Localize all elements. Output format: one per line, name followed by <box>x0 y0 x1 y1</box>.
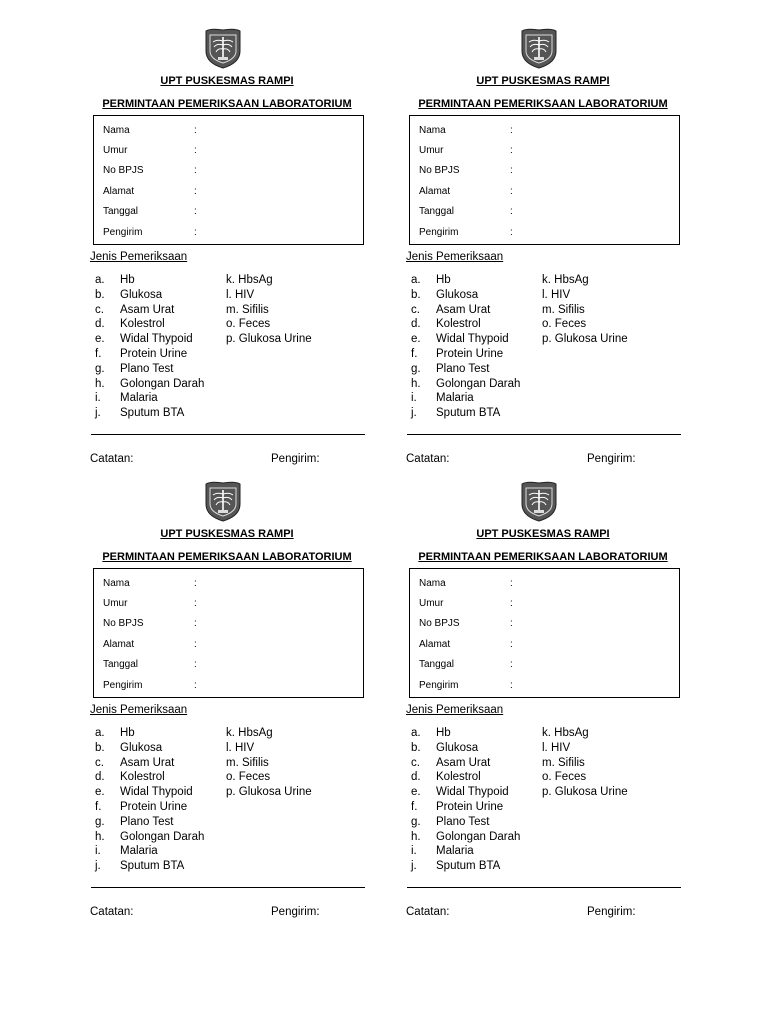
exam-name: Glukosa <box>120 288 163 301</box>
exam-name: Plano Test <box>436 362 490 375</box>
exam-list-item: m. Sifilis <box>542 303 585 316</box>
patient-field-colon: : <box>510 578 513 589</box>
patient-field-row <box>419 638 513 652</box>
patient-field-colon: : <box>194 227 197 238</box>
form-subtitle: PERMINTAAN PEMERIKSAAN LABORATORIUM <box>418 551 668 563</box>
exam-letter: g. <box>411 815 421 828</box>
patient-field-colon: : <box>510 659 513 670</box>
patient-field-colon: : <box>194 125 197 136</box>
patient-field-colon: : <box>194 145 197 156</box>
exam-name: Asam Urat <box>436 756 491 769</box>
patient-field-label: Pengirim <box>419 227 459 238</box>
patient-field-label: Tanggal <box>103 659 139 670</box>
patient-field-row <box>103 679 197 693</box>
exam-list-item: o. Feces <box>226 318 271 331</box>
exam-name: Glukosa <box>436 288 479 301</box>
exam-name: Sputum BTA <box>436 860 501 873</box>
exam-list-item: o. Feces <box>542 318 587 331</box>
exam-letter: g. <box>95 362 105 375</box>
exam-type-heading: Jenis Pemeriksaan <box>90 251 188 263</box>
exam-name: Sputum BTA <box>436 407 501 420</box>
exam-letter: j. <box>95 407 101 420</box>
exam-name: Plano Test <box>436 815 490 828</box>
patient-field-colon: : <box>510 145 513 156</box>
patient-field-row <box>103 638 197 652</box>
exam-letter: i. <box>95 392 101 405</box>
coat-of-arms-icon <box>203 480 243 522</box>
patient-info-box <box>409 115 680 245</box>
patient-field-label: Alamat <box>103 186 135 197</box>
divider-line <box>407 887 681 888</box>
exam-list-item: l. HIV <box>226 288 255 301</box>
exam-letter: i. <box>411 392 417 405</box>
exam-name: Hb <box>120 274 135 286</box>
exam-list-item: m. Sifilis <box>542 756 585 769</box>
form-title: UPT PUSKESMAS RAMPI <box>160 528 294 540</box>
exam-letter: c. <box>411 303 420 316</box>
patient-field-label: Nama <box>103 578 130 589</box>
patient-field-label: Alamat <box>103 639 135 650</box>
exam-letter: f. <box>411 348 418 360</box>
exam-name: Asam Urat <box>436 303 491 316</box>
exam-name: Widal Thypoid <box>120 333 193 346</box>
exam-letter: g. <box>95 815 105 828</box>
form-subtitle: PERMINTAAN PEMERIKSAAN LABORATORIUM <box>102 551 352 563</box>
exam-name: Glukosa <box>120 741 163 754</box>
exam-name: Widal Thypoid <box>436 333 509 346</box>
exam-letter: j. <box>411 407 417 420</box>
patient-field-label: Tanggal <box>419 659 455 670</box>
exam-list-item: o. Feces <box>226 771 271 784</box>
patient-field-row <box>103 226 197 240</box>
exam-letter: e. <box>95 786 105 799</box>
patient-field-label: Alamat <box>419 186 451 197</box>
patient-field-colon: : <box>510 618 513 629</box>
exam-name: Hb <box>120 727 135 739</box>
form-title: UPT PUSKESMAS RAMPI <box>476 75 610 87</box>
exam-letter: c. <box>95 303 104 316</box>
patient-field-label: No BPJS <box>419 618 460 629</box>
patient-info-box <box>409 568 680 698</box>
exam-name: Malaria <box>436 392 474 405</box>
patient-field-row <box>419 597 513 611</box>
form-title: UPT PUSKESMAS RAMPI <box>476 528 610 540</box>
patient-field-row <box>103 577 197 591</box>
exam-letter: h. <box>411 830 421 843</box>
divider-line <box>407 434 681 435</box>
patient-field-label: Nama <box>419 578 446 589</box>
patient-field-row <box>103 144 197 158</box>
exam-name: Golongan Darah <box>120 830 205 843</box>
exam-name: Malaria <box>120 845 158 858</box>
exam-name: Asam Urat <box>120 756 175 769</box>
exam-name: Sputum BTA <box>120 860 185 873</box>
patient-field-colon: : <box>510 186 513 197</box>
exam-name: Kolestrol <box>436 771 481 784</box>
exam-list-item: k. HbsAg <box>542 274 589 286</box>
exam-name: Malaria <box>436 845 474 858</box>
exam-letter: a. <box>95 727 105 739</box>
patient-field-colon: : <box>194 165 197 176</box>
exam-name: Protein Urine <box>436 348 504 360</box>
exam-list-item: k. HbsAg <box>542 727 589 739</box>
exam-name: Kolestrol <box>120 318 165 331</box>
divider-line <box>91 434 365 435</box>
exam-letter: a. <box>411 727 421 739</box>
patient-field-row <box>419 577 513 591</box>
notes-label: Catatan: <box>406 906 450 918</box>
patient-field-row <box>419 124 513 138</box>
patient-field-label: Nama <box>419 125 446 136</box>
exam-letter: j. <box>411 860 417 873</box>
exam-type-heading: Jenis Pemeriksaan <box>90 704 188 716</box>
exam-list-item: k. HbsAg <box>226 274 273 286</box>
patient-field-row <box>103 658 197 672</box>
exam-letter: i. <box>95 845 101 858</box>
notes-label: Catatan: <box>90 906 134 918</box>
exam-name: Golongan Darah <box>436 830 521 843</box>
patient-field-row <box>419 144 513 158</box>
exam-list-item: l. HIV <box>542 741 571 754</box>
patient-field-colon: : <box>510 639 513 650</box>
exam-letter: j. <box>95 860 101 873</box>
patient-field-row <box>103 205 197 219</box>
patient-field-row <box>419 164 513 178</box>
coat-of-arms-icon <box>519 480 559 522</box>
exam-list-item: m. Sifilis <box>226 756 269 769</box>
exam-letter: e. <box>95 333 105 346</box>
exam-letter: h. <box>95 830 105 843</box>
exam-letter: e. <box>411 333 421 346</box>
lab-request-form <box>92 480 392 920</box>
exam-letter: b. <box>95 288 105 301</box>
exam-name: Protein Urine <box>120 348 188 360</box>
patient-field-label: Umur <box>419 145 444 156</box>
patient-field-colon: : <box>194 578 197 589</box>
sender-signature-label: Pengirim: <box>587 906 636 918</box>
exam-name: Hb <box>436 274 451 286</box>
lab-request-form <box>92 27 392 467</box>
patient-field-colon: : <box>194 618 197 629</box>
exam-letter: i. <box>411 845 417 858</box>
exam-letter: d. <box>411 771 421 784</box>
patient-field-colon: : <box>510 680 513 691</box>
patient-field-label: Pengirim <box>103 227 143 238</box>
exam-letter: d. <box>95 771 105 784</box>
sender-signature-label: Pengirim: <box>587 453 636 465</box>
exam-letter: d. <box>95 318 105 331</box>
exam-letter: a. <box>411 274 421 286</box>
exam-name: Kolestrol <box>436 318 481 331</box>
patient-field-colon: : <box>194 680 197 691</box>
divider-line <box>91 887 365 888</box>
exam-name: Sputum BTA <box>120 407 185 420</box>
exam-name: Plano Test <box>120 362 174 375</box>
exam-name: Kolestrol <box>120 771 165 784</box>
exam-letter: f. <box>411 801 418 813</box>
patient-field-label: Umur <box>103 598 128 609</box>
exam-letter: f. <box>95 348 102 360</box>
sender-signature-label: Pengirim: <box>271 906 320 918</box>
patient-field-colon: : <box>194 206 197 217</box>
patient-field-row <box>419 205 513 219</box>
exam-name: Hb <box>436 727 451 739</box>
exam-letter: b. <box>411 741 421 754</box>
exam-type-heading: Jenis Pemeriksaan <box>406 704 504 716</box>
exam-name: Malaria <box>120 392 158 405</box>
exam-letter: b. <box>95 741 105 754</box>
patient-field-colon: : <box>194 659 197 670</box>
exam-list-item: o. Feces <box>542 771 587 784</box>
exam-type-heading: Jenis Pemeriksaan <box>406 251 504 263</box>
exam-list-item: p. Glukosa Urine <box>542 333 628 346</box>
patient-field-row <box>419 185 513 199</box>
exam-name: Glukosa <box>436 741 479 754</box>
patient-field-label: Tanggal <box>103 206 139 217</box>
patient-field-row <box>103 597 197 611</box>
patient-field-row <box>419 658 513 672</box>
exam-letter: h. <box>95 377 105 390</box>
coat-of-arms-icon <box>203 27 243 69</box>
patient-field-row <box>419 679 513 693</box>
exam-letter: g. <box>411 362 421 375</box>
exam-list-item: m. Sifilis <box>226 303 269 316</box>
patient-field-colon: : <box>510 206 513 217</box>
patient-field-label: Umur <box>103 145 128 156</box>
exam-list-item: p. Glukosa Urine <box>542 786 628 799</box>
patient-field-row <box>419 226 513 240</box>
exam-letter: a. <box>95 274 105 286</box>
coat-of-arms-icon <box>519 27 559 69</box>
exam-name: Golongan Darah <box>120 377 205 390</box>
form-subtitle: PERMINTAAN PEMERIKSAAN LABORATORIUM <box>418 98 668 110</box>
patient-field-label: No BPJS <box>419 165 460 176</box>
lab-request-form <box>408 27 708 467</box>
patient-field-row <box>103 617 197 631</box>
patient-field-label: No BPJS <box>103 618 144 629</box>
exam-name: Golongan Darah <box>436 377 521 390</box>
exam-letter: e. <box>411 786 421 799</box>
patient-field-label: No BPJS <box>103 165 144 176</box>
exam-name: Widal Thypoid <box>120 786 193 799</box>
exam-name: Protein Urine <box>436 801 504 813</box>
exam-letter: d. <box>411 318 421 331</box>
sender-signature-label: Pengirim: <box>271 453 320 465</box>
exam-name: Protein Urine <box>120 801 188 813</box>
exam-letter: c. <box>95 756 104 769</box>
exam-letter: h. <box>411 377 421 390</box>
exam-list-item: k. HbsAg <box>226 727 273 739</box>
patient-field-row <box>103 185 197 199</box>
exam-list-item: p. Glukosa Urine <box>226 786 312 799</box>
patient-field-label: Nama <box>103 125 130 136</box>
patient-field-label: Alamat <box>419 639 451 650</box>
patient-field-row <box>103 164 197 178</box>
notes-label: Catatan: <box>90 453 134 465</box>
patient-field-colon: : <box>194 186 197 197</box>
patient-field-colon: : <box>510 598 513 609</box>
exam-list-item: l. HIV <box>226 741 255 754</box>
exam-list-item: p. Glukosa Urine <box>226 333 312 346</box>
form-subtitle: PERMINTAAN PEMERIKSAAN LABORATORIUM <box>102 98 352 110</box>
lab-request-form <box>408 480 708 920</box>
patient-field-colon: : <box>194 639 197 650</box>
patient-field-label: Pengirim <box>419 680 459 691</box>
patient-info-box <box>93 568 364 698</box>
patient-field-colon: : <box>194 598 197 609</box>
patient-field-colon: : <box>510 125 513 136</box>
patient-info-box <box>93 115 364 245</box>
patient-field-label: Umur <box>419 598 444 609</box>
notes-label: Catatan: <box>406 453 450 465</box>
exam-letter: c. <box>411 756 420 769</box>
exam-list-item: l. HIV <box>542 288 571 301</box>
exam-name: Plano Test <box>120 815 174 828</box>
form-title: UPT PUSKESMAS RAMPI <box>160 75 294 87</box>
exam-name: Widal Thypoid <box>436 786 509 799</box>
patient-field-row <box>103 124 197 138</box>
exam-letter: b. <box>411 288 421 301</box>
patient-field-label: Tanggal <box>419 206 455 217</box>
patient-field-colon: : <box>510 165 513 176</box>
patient-field-row <box>419 617 513 631</box>
exam-letter: f. <box>95 801 102 813</box>
exam-name: Asam Urat <box>120 303 175 316</box>
patient-field-colon: : <box>510 227 513 238</box>
patient-field-label: Pengirim <box>103 680 143 691</box>
